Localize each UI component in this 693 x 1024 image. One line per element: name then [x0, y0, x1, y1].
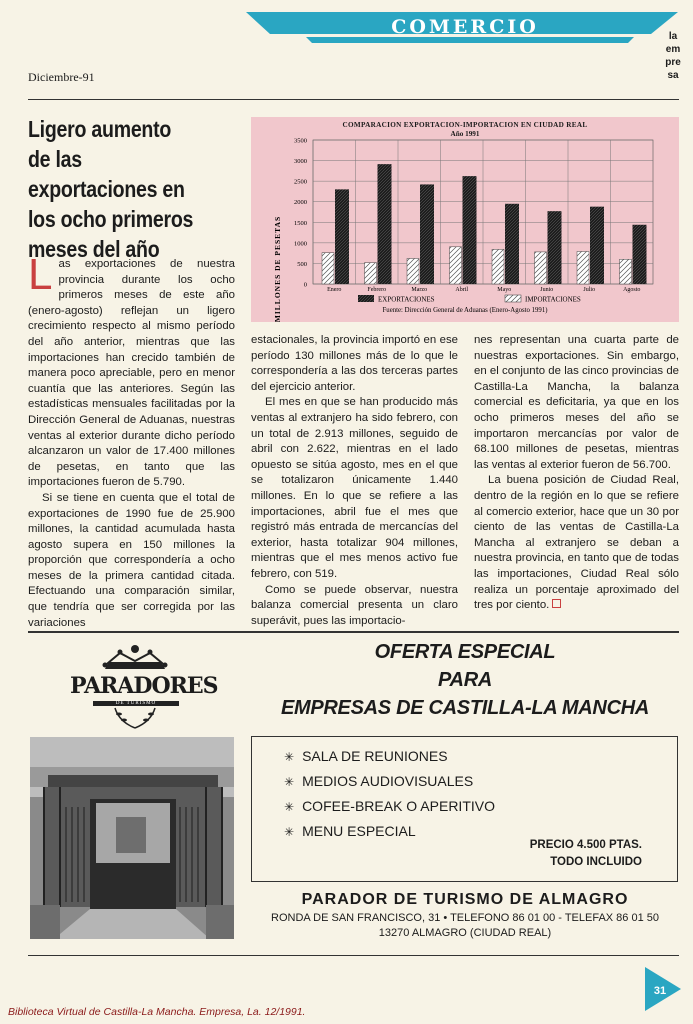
header-divider — [28, 99, 679, 100]
page-number: 31 — [653, 985, 667, 997]
chart-source: Fuente: Dirección General de Aduanas (Enero-Agosto 1991) — [382, 307, 548, 314]
magazine-logo — [655, 30, 691, 82]
x-tick-label: Febrero — [367, 287, 387, 293]
paragraph: estacionales, la provincia importó en ese período 130 millones más de lo que le correspondería a las dos terceras partes del ejercicio anterior. — [251, 334, 458, 393]
article-headline: Ligero aumento de las exportaciones en los ocho primeros meses del año — [28, 116, 194, 262]
y-tick-label: 2500 — [294, 178, 307, 186]
issue-date: Diciembre-91 — [28, 70, 95, 84]
bar-import — [535, 252, 547, 284]
y-tick-label: 3500 — [294, 137, 307, 145]
y-tick-label: 2000 — [294, 199, 307, 207]
paragraph: Si se tiene en cuenta que el total de exportaciones de 1990 fue de 25.900 millones, la cantidad acumulada hasta agosto supera en 150 millones la proporción que correspondería a ocho meses de la primera cantidad citada. Efectuando una comparación similar, que tendría que ser corregida por las variaciones — [28, 491, 235, 629]
bar-export — [590, 207, 604, 284]
paradores-tagline: DE TURISMO — [93, 701, 179, 706]
offer-headline — [250, 638, 680, 722]
chart-title: COMPARACION EXPORTACION-IMPORTACION EN CIUDAD REAL — [342, 121, 588, 129]
paragraph: Como se puede observar, nuestra balanza comercial presenta un claro superávit, pues las importacio- — [251, 583, 458, 627]
article-column-2 — [251, 333, 458, 629]
y-tick-label: 500 — [297, 260, 307, 268]
bar-import — [577, 251, 589, 284]
section-title: COMERCIO — [391, 16, 539, 38]
legend-swatch-export — [358, 295, 374, 302]
x-tick-label: Abril — [455, 287, 469, 293]
bar-export — [378, 164, 392, 284]
offer-item: ✳ COFEE-BREAK O APERITIVO — [284, 794, 495, 819]
parador-address — [250, 911, 680, 941]
article-column-1 — [28, 250, 235, 631]
logo-line: la — [668, 31, 678, 42]
laurel-icon — [110, 706, 160, 730]
legend-label-export: EXPORTACIONES — [378, 295, 435, 304]
end-of-article-mark — [552, 599, 561, 608]
paragraph: El mes en que se han producido más ventas al extranjero ha sido febrero, con un total de 2.913 millones, seguido de abril con 2.622, mientras en el lado opuesto se sitúa agosto, mes en el que se totalizaron únicamente 1.440 millones. En lo que se refiere a las importaciones, abril fue el mes que registró más entrada de mercancías del exterior, hasta totalizar 904 millones, mientras que el mes menos activo fue febrero, con 519. — [251, 396, 458, 580]
logo-line: sa — [667, 70, 679, 81]
bar-import — [450, 247, 462, 284]
offer-list — [284, 744, 495, 844]
offer-line: PARA — [438, 669, 492, 691]
paradores-logo: PARADORES — [70, 673, 218, 699]
bar-import — [322, 253, 334, 284]
chart-subtitle: Año 1991 — [450, 130, 480, 138]
bar-export — [335, 189, 349, 284]
offer-item: ✳ MEDIOS AUDIOVISUALES — [284, 769, 495, 794]
bar-export — [420, 184, 434, 284]
y-tick-label: 1000 — [294, 240, 307, 248]
bar-import — [365, 263, 377, 284]
bar-import — [492, 249, 504, 284]
drop-cap: L — [28, 250, 53, 299]
offer-item: ✳ MENU ESPECIAL — [284, 819, 495, 844]
paragraph: La buena posición de Ciudad Real, dentro de la región en lo que se refiere al comercio exterior, hace que un 30 por ciento de las ventas de Castilla-La Mancha al extranjero se deban a nuestra provincia, en tanto que de todas las importaciones, Ciudad Real sólo realiza un porcentaje aproximado del tres por ciento. — [474, 474, 679, 612]
price-block — [470, 837, 642, 871]
bar-import — [620, 259, 632, 284]
price-line: TODO INCLUIDO — [550, 856, 642, 868]
y-axis-label: MILLONES DE PESETAS — [273, 215, 282, 322]
legend-swatch-import — [505, 295, 521, 302]
price-line: PRECIO 4.500 PTAS. — [529, 839, 642, 851]
offer-line: EMPRESAS DE CASTILLA-LA MANCHA — [280, 697, 650, 719]
x-tick-label: Julio — [583, 287, 596, 293]
x-tick-label: Junio — [540, 287, 554, 293]
offer-item: ✳ SALA DE REUNIONES — [284, 744, 495, 769]
x-tick-label: Marzo — [411, 287, 428, 293]
x-tick-label: Enero — [327, 287, 342, 293]
bar-export — [463, 176, 477, 284]
parador-name: PARADOR DE TURISMO DE ALMAGRO — [301, 891, 629, 908]
logo-line: pre — [665, 57, 681, 68]
library-credit: Biblioteca Virtual de Castilla-La Mancha. Empresa, La. 12/1991. — [8, 1006, 306, 1018]
bar-import — [407, 258, 419, 284]
bar-export — [633, 225, 647, 284]
y-tick-label: 1500 — [294, 219, 307, 227]
address-line: RONDA DE SAN FRANCISCO, 31 • TELEFONO 86 01 00 - TELEFAX 86 01 50 — [271, 912, 659, 924]
x-tick-label: Agosto — [623, 287, 641, 293]
parador-gate-photo — [30, 737, 234, 939]
bar-export — [548, 211, 562, 284]
footer-divider — [28, 955, 679, 956]
bar-chart — [251, 117, 679, 322]
y-tick-label: 3000 — [294, 158, 307, 166]
article-column-3 — [474, 333, 679, 614]
bar-export — [505, 204, 519, 284]
crown-icon — [100, 643, 170, 673]
ad-divider — [28, 631, 679, 633]
y-tick-label: 0 — [303, 281, 307, 289]
legend-label-import: IMPORTACIONES — [525, 295, 581, 304]
address-line: 13270 ALMAGRO (CIUDAD REAL) — [378, 927, 552, 939]
x-tick-label: Mayo — [497, 287, 512, 293]
paragraph: nes representan una cuarta parte de nuestras exportaciones. Sin embargo, en el conjunto de las cinco provincias de Castilla-La Mancha, la balanza comercial es deficitaria, ya que en los ocho primeros meses del año se importaron mercancías por valor de 68.100 millones de pesetas, mientras las ventas al exterior fueron de 56.700. — [474, 334, 679, 471]
paragraph: as exportaciones de nuestra provincia durante los ocho primeros meses de este año (enero-agosto) reflejan un ligero crecimiento respecto al mismo período del año anterior, mientras que las importaciones han crecido también de manera poco apreciable, pero en menor cuantía que las anteriores. Según las estadísticas mensuales facilitadas por la Dirección General de Aduanas, nuestras ventas al exterior durante dicho período alcanzaron un valor de 17.400 millones de pesetas, en tanto que las importaciones fueron de 5.790. — [28, 258, 235, 489]
logo-line: em — [665, 44, 681, 55]
offer-line: OFERTA ESPECIAL — [374, 641, 556, 663]
